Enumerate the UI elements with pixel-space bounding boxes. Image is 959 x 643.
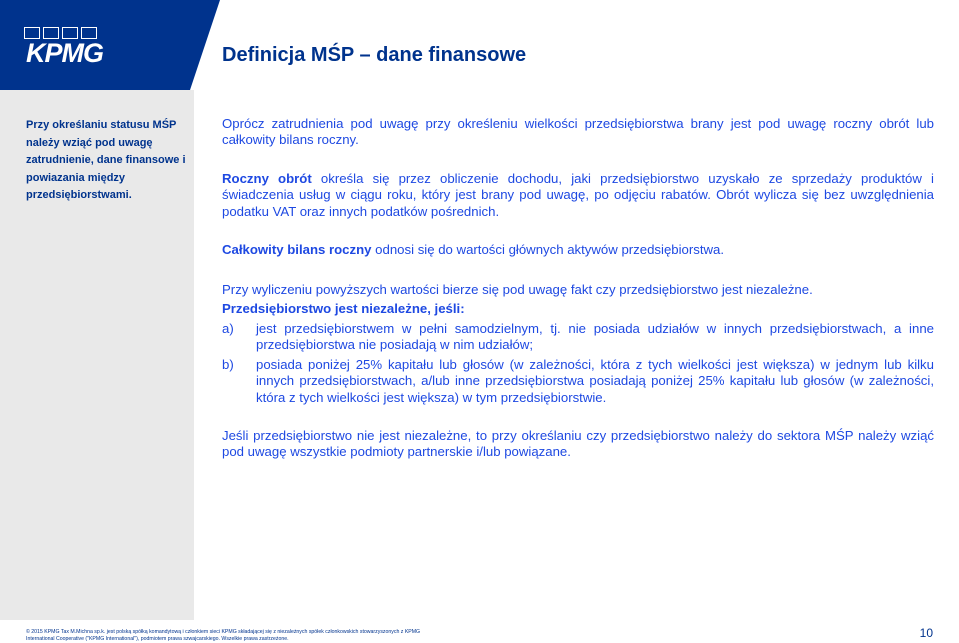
footer-line-1: © 2015 KPMG Tax M.Michna sp.k. jest polską spółką komandytową i członkiem sieci KPMG składającej się z niezależnych spółek członkowskich stowarzyszonych z KPMG bbox=[26, 629, 421, 635]
footer-line-2: International Cooperative ("KPMG International"), podmiotem prawa szwajcarskiego. Wszelkie prawa zastrzeżone. bbox=[26, 635, 289, 642]
page-title: Definicja MŚP – dane finansowe bbox=[222, 44, 527, 66]
paragraph-intro: Oprócz zatrudnienia pod uwagę przy określeniu wielkości przedsiębiorstwa brany jest pod uwagę roczny obrót lub całkowity bilans roczny. bbox=[222, 116, 934, 148]
sidebar bbox=[0, 90, 194, 620]
list-marker: b) bbox=[222, 357, 234, 372]
term-annual-turnover: Roczny obrót bbox=[222, 171, 312, 186]
list-item-text: posiada poniżej 25% kapitału lub głosów (w zależności, która z tych wielkości jest większa) w jednym lub kilku innych przedsiębiorstwach, a/lub inne przedsiębiorstwa posiadają poniżej 25% kapitału lub głosów (w zależności, która z tych wielkości jest większa) w tym przedsiębiorstwie. bbox=[256, 357, 934, 405]
logo-band bbox=[0, 0, 220, 90]
term-balance-sheet: Całkowity bilans roczny bbox=[222, 242, 372, 257]
paragraph-independence-note: Przy wyliczeniu powyższych wartości bierze się pod uwagę fakt czy przedsiębiorstwo jest niezależne. bbox=[222, 282, 813, 297]
balance-sheet-definition: odnosi się do wartości głównych aktywów przedsiębiorstwa. bbox=[371, 242, 725, 257]
paragraph-conclusion: Jeśli przedsiębiorstwo nie jest niezależne, to przy określaniu czy przedsiębiorstwo należy do sektora MŚP należy wziąć pod uwagę wszystkie podmioty partnerskie i/lub powiązane. bbox=[222, 428, 934, 460]
independence-heading: Przedsiębiorstwo jest niezależne, jeśli: bbox=[222, 301, 465, 316]
annual-turnover-definition: określa się przez obliczenie dochodu, jaki przedsiębiorstwo uzyskało ze sprzedaży produktów i świadczenia usług w ciągu roku, który jest brany pod uwagę, po odjęciu rabatów. Obrót wylicza się bez uwzględnienia podatku VAT oraz innych podatków pośrednich. bbox=[222, 171, 934, 219]
paragraph-balance-sheet bbox=[222, 242, 934, 258]
list-item bbox=[222, 321, 934, 354]
page-number: 10 bbox=[919, 626, 933, 640]
list-marker: a) bbox=[222, 321, 234, 336]
list-item-text: jest przedsiębiorstwem w pełni samodzielnym, tj. nie posiada udziałów w innych przedsiębiorstwach, a inne przedsiębiorstwa nie posiadają w nim udziałów; bbox=[256, 321, 934, 353]
sidebar-summary: Przy określaniu statusu MŚP należy wziąć pod uwagę zatrudnienie, dane finansowe i powiazania między przedsiębiorstwami. bbox=[26, 119, 186, 201]
kpmg-logo: KPMG bbox=[26, 38, 103, 68]
paragraph-annual-turnover bbox=[222, 171, 934, 220]
footer-legal bbox=[26, 629, 446, 642]
list-item bbox=[222, 357, 934, 406]
